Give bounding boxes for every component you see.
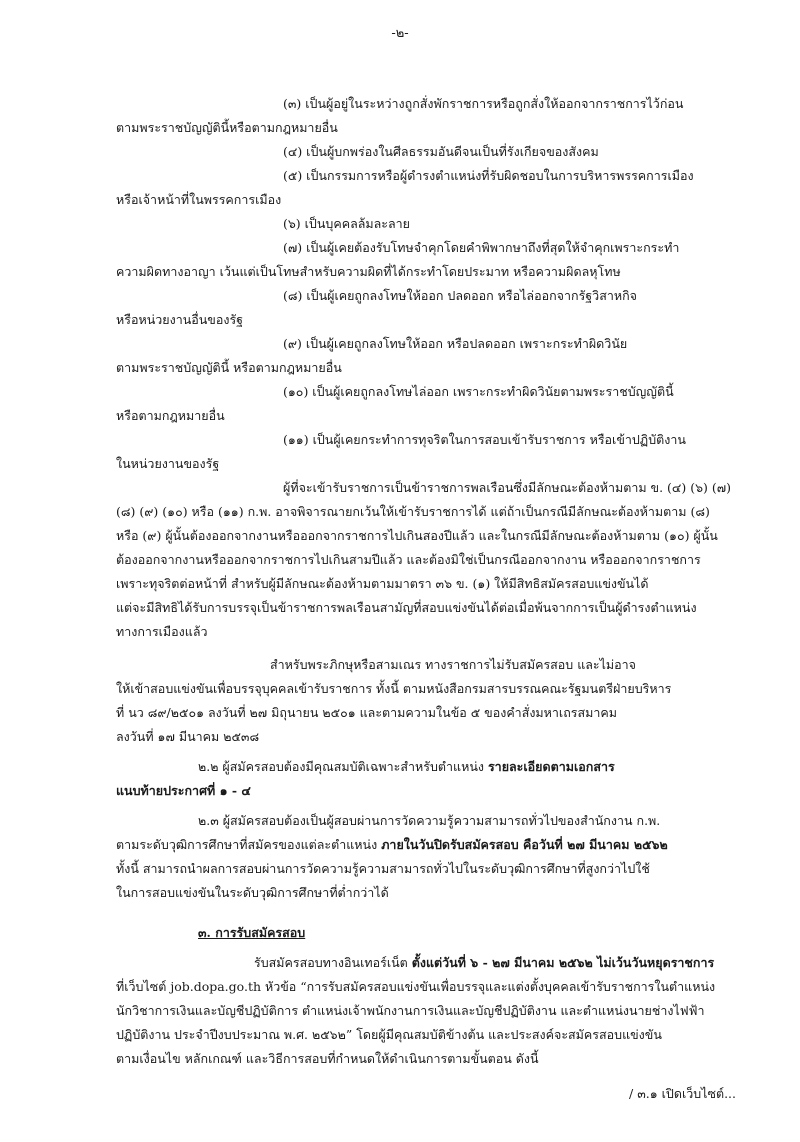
section-3-bold: ตั้งแต่วันที่ ๖ - ๒๗ มีนาคม ๒๕๖๒ ไม่เว้นวันหยุดราชการ [411, 955, 715, 970]
section-3-line-1 [254, 955, 714, 971]
item-6-line-1: (๖) เป็นบุคคลล้มละลาย [283, 216, 411, 231]
section-3-heading: ๓. การรับสมัครสอบ [198, 925, 306, 940]
exempt-para-line: ทางการเมืองแล้ว [116, 624, 208, 639]
item-4-line-1: (๔) เป็นผู้บกพร่องในศีลธรรมอันดีจนเป็นที่รังเกียจของสังคม [283, 144, 599, 159]
exempt-para-line: ผู้ที่จะเข้ารับราชการเป็นข้าราชการพลเรือนซึ่งมีลักษณะต้องห้ามตาม ข. (๔) (๖) (๗) [283, 480, 732, 495]
monk-para-line: ที่ นว ๘๙/๒๕๐๑ ลงวันที่ ๒๗ มิถุนายน ๒๕๐๑ และตามความในข้อ ๕ ของคำสั่งมหาเถรสมาคม [116, 705, 617, 720]
section-2-2-line-1 [198, 759, 615, 775]
section-3-line-5: ตามเงื่อนไข หลักเกณฑ์ และวิธีการสอบที่กำหนดให้ดำเนินการตามขั้นตอน ดังนี้ [116, 1051, 539, 1066]
item-3-line-1: (๓) เป็นผู้อยู่ในระหว่างถูกสั่งพักราชการหรือถูกสั่งให้ออกจากราชการไว้ก่อน [283, 96, 684, 111]
section-2-3-line-2 [116, 837, 668, 853]
monk-para-line: ลงวันที่ ๑๗ มีนาคม ๒๕๓๘ [116, 729, 260, 744]
page-number: -๒- [391, 26, 409, 41]
item-10-line-2: หรือตามกฎหมายอื่น [116, 408, 225, 423]
section-3-line-2: ที่เว็บไซต์ job.dopa.go.th หัวข้อ “การรับสมัครสอบแข่งขันเพื่อบรรจุและแต่งตั้งบุคคลเข้ารับราชการในตำแหน่ง [116, 979, 716, 994]
exempt-para-line: แต่จะมีสิทธิได้รับการบรรจุเป็นข้าราชการพลเรือนสามัญที่สอบแข่งขันได้ต่อเมื่อพ้นจากการเป็นผู้ดำรงตำแหน่ง [116, 600, 697, 615]
exempt-para-line: หรือ (๙) ผู้นั้นต้องออกจากงานหรือออกจากราชการไปเกินสองปีแล้ว และในกรณีมีลักษณะต้องห้ามตาม (๑๐) ผู้นั้น [116, 528, 718, 543]
exempt-para-line: (๘) (๙) (๑๐) หรือ (๑๑) ก.พ. อาจพิจารณายกเว้นให้เข้ารับราชการได้ แต่ถ้าเป็นกรณีมีลักษณะต้องห้ามตาม (๘) [116, 504, 710, 519]
section-3-line-3: นักวิชาการเงินและบัญชีปฏิบัติการ ตำแหน่งเจ้าพนักงานการเงินและบัญชีปฏิบัติงาน และตำแหน่งนายช่างไฟฟ้า [116, 1003, 705, 1018]
section-2-3-bold: ภายในวันปิดรับสมัครสอบ คือวันที่ ๒๗ มีนาคม ๒๕๖๒ [381, 837, 668, 852]
item-10-line-1: (๑๐) เป็นผู้เคยถูกลงโทษไล่ออก เพราะกระทำผิดวินัยตามพระราชบัญญัตินี้ [283, 384, 674, 399]
section-2-2-bold: รายละเอียดตามเอกสาร [487, 759, 615, 774]
exempt-para-line: ต้องออกจากงานหรือออกจากราชการไปเกินสามปีแล้ว และต้องมิใช่เป็นกรณีออกจากงาน หรือออกจากราชการ [116, 552, 701, 567]
item-5-line-1: (๕) เป็นกรรมการหรือผู้ดำรงตำแหน่งที่รับผิดชอบในการบริหารพรรคการเมือง [283, 168, 694, 183]
section-2-2-text: ๒.๒ ผู้สมัครสอบต้องมีคุณสมบัติเฉพาะสำหรับตำแหน่ง [198, 759, 488, 774]
item-5-line-2: หรือเจ้าหน้าที่ในพรรคการเมือง [116, 192, 282, 207]
item-11-line-1: (๑๑) เป็นผู้เคยกระทำการทุจริตในการสอบเข้ารับราชการ หรือเข้าปฏิบัติงาน [283, 432, 686, 447]
continuation-note: / ๓.๑ เปิดเว็บไซต์... [629, 1086, 736, 1101]
section-2-2-line-2: แนบท้ายประกาศที่ ๑ - ๔ [116, 783, 251, 798]
exempt-para-line: เพราะทุจริตต่อหน้าที่ สำหรับผู้มีลักษณะต้องห้ามตามมาตรา ๓๖ ข. (๑) ให้มีสิทธิสมัครสอบแข่งขันได้ [116, 576, 649, 591]
monk-para-line: สำหรับพระภิกษุหรือสามเณร ทางราชการไม่รับสมัครสอบ และไม่อาจ [270, 657, 637, 672]
section-2-3-text: ตามระดับวุฒิการศึกษาที่สมัครของแต่ละตำแหน่ง [116, 837, 382, 852]
item-9-line-1: (๙) เป็นผู้เคยถูกลงโทษให้ออก หรือปลดออก เพราะกระทำผิดวินัย [283, 336, 628, 351]
section-3-text: รับสมัครสอบทางอินเทอร์เน็ต [254, 955, 412, 970]
section-2-3-line-4: ในการสอบแข่งขันในระดับวุฒิการศึกษาที่ต่ำกว่าได้ [116, 885, 389, 900]
item-11-line-2: ในหน่วยงานของรัฐ [116, 456, 220, 471]
section-2-3-line-3: ทั้งนี้ สามารถนำผลการสอบผ่านการวัดความรู้ความสามารถทั่วไปในระดับวุฒิการศึกษาที่สูงกว่าไปใช้ [116, 861, 650, 876]
item-8-line-2: หรือหน่วยงานอื่นของรัฐ [116, 312, 244, 327]
item-9-line-2: ตามพระราชบัญญัตินี้ หรือตามกฎหมายอื่น [116, 360, 342, 375]
item-8-line-1: (๘) เป็นผู้เคยถูกลงโทษให้ออก ปลดออก หรือไล่ออกจากรัฐวิสาหกิจ [283, 288, 637, 303]
section-3-line-4: ปฏิบัติงาน ประจำปีงบประมาณ พ.ศ. ๒๕๖๒” โดยผู้มีคุณสมบัติข้างต้น และประสงค์จะสมัครสอบแข่งขัน [116, 1027, 662, 1042]
monk-para-line: ให้เข้าสอบแข่งขันเพื่อบรรจุบุคคลเข้ารับราชการ ทั้งนี้ ตามหนังสือกรมสารบรรณคณะรัฐมนตรีฝ่ายบริหาร [116, 681, 672, 696]
section-2-3-line-1: ๒.๓ ผู้สมัครสอบต้องเป็นผู้สอบผ่านการวัดความรู้ความสามารถทั่วไปของสำนักงาน ก.พ. [198, 813, 661, 828]
item-3-line-2: ตามพระราชบัญญัตินี้หรือตามกฎหมายอื่น [116, 120, 338, 135]
item-7-line-1: (๗) เป็นผู้เคยต้องรับโทษจำคุกโดยคำพิพากษาถึงที่สุดให้จำคุกเพราะกระทำ [283, 240, 680, 255]
item-7-line-2: ความผิดทางอาญา เว้นแต่เป็นโทษสำหรับความผิดที่ได้กระทำโดยประมาท หรือความผิดลหุโทษ [116, 264, 621, 279]
